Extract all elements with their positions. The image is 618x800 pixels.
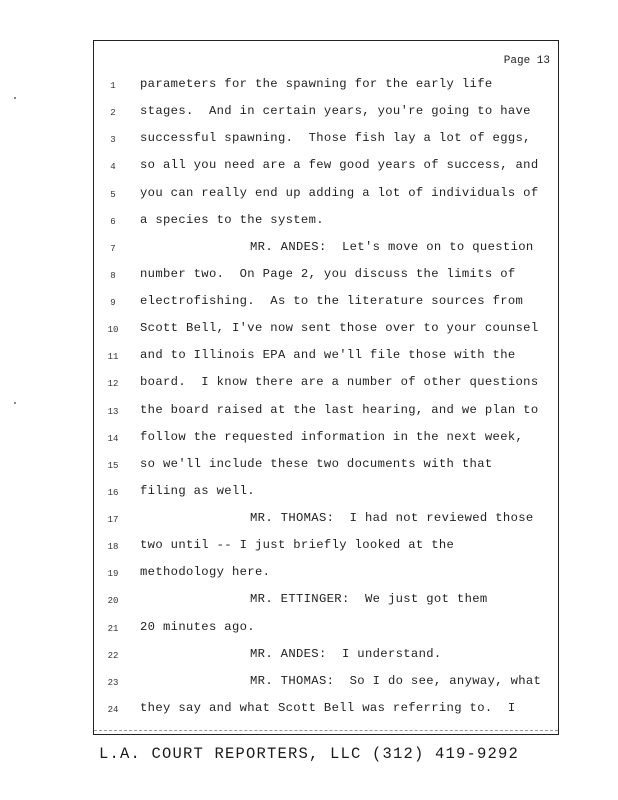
page-number: Page 13	[503, 55, 550, 67]
line-number: 1	[110, 81, 116, 91]
line-text: stages. And in certain years, you're going to have	[140, 104, 531, 119]
transcript-page	[93, 40, 559, 735]
transcript-line	[94, 565, 558, 592]
bottom-divider	[94, 730, 558, 731]
line-number: 12	[107, 379, 119, 390]
line-number: 10	[107, 325, 119, 336]
line-text: MR. THOMAS: So I do see, anyway, what	[250, 673, 542, 688]
transcript-line	[94, 375, 558, 402]
line-number: 18	[107, 542, 119, 553]
line-text: successful spawning. Those fish lay a lot of eggs,	[140, 131, 531, 146]
line-number: 20	[107, 596, 119, 607]
transcript-line	[94, 321, 558, 348]
line-text: MR. ANDES: I understand.	[250, 646, 442, 661]
transcript-line	[94, 158, 558, 185]
transcript-line	[94, 240, 558, 267]
line-number: 3	[110, 135, 116, 146]
line-text: MR. ETTINGER: We just got them	[250, 592, 488, 607]
line-text: the board raised at the last hearing, and we plan to	[140, 402, 539, 417]
line-text: MR. ANDES: Let's move on to question	[250, 239, 534, 254]
line-text: and to Illinois EPA and we'll file those with the	[140, 348, 516, 363]
line-text: methodology here.	[140, 565, 271, 580]
line-number: 17	[107, 515, 119, 526]
line-number: 24	[107, 704, 119, 715]
transcript-line	[94, 348, 558, 375]
transcript-line	[94, 484, 558, 511]
line-number: 16	[107, 487, 119, 498]
transcript-line	[94, 131, 558, 158]
transcript-line	[94, 592, 558, 619]
transcript-line	[94, 294, 558, 321]
line-text: MR. THOMAS: I had not reviewed those	[250, 511, 534, 526]
line-text: electrofishing. As to the literature sources from	[140, 294, 524, 309]
line-number: 7	[110, 243, 116, 254]
line-number: 23	[107, 677, 119, 688]
scan-speck	[14, 402, 16, 404]
transcript-line	[94, 430, 558, 457]
line-text: two until -- I just briefly looked at the	[140, 538, 455, 553]
line-number: 22	[107, 650, 119, 661]
transcript-line	[94, 511, 558, 538]
line-number: 2	[110, 108, 116, 119]
line-text: Scott Bell, I've now sent those over to your counsel	[140, 321, 539, 336]
line-number: 15	[107, 460, 119, 471]
line-text: a species to the system.	[140, 212, 324, 227]
line-number: 6	[110, 216, 116, 227]
transcript-line	[94, 186, 558, 213]
line-text: so all you need are a few good years of success, and	[140, 158, 539, 173]
transcript-line	[94, 674, 558, 701]
line-text: follow the requested information in the next week,	[140, 429, 524, 444]
line-text: filing as well.	[140, 483, 255, 498]
transcript-line	[94, 104, 558, 131]
line-text: they say and what Scott Bell was referring to. I	[140, 700, 516, 715]
line-number: 21	[107, 623, 119, 634]
transcript-line	[94, 457, 558, 484]
transcript-line	[94, 77, 558, 104]
transcript-line	[94, 620, 558, 647]
line-text: parameters for the spawning for the early life	[140, 77, 493, 91]
transcript-line	[94, 647, 558, 674]
line-text: you can really end up adding a lot of individuals of	[140, 185, 539, 200]
line-number: 11	[107, 352, 119, 363]
transcript-line	[94, 403, 558, 430]
line-text: so we'll include these two documents with that	[140, 456, 493, 471]
line-text: 20 minutes ago.	[140, 619, 255, 634]
line-number: 13	[107, 406, 119, 417]
footer-reporter-info: L.A. COURT REPORTERS, LLC (312) 419-9292	[98, 745, 520, 763]
line-text: board. I know there are a number of other questions	[140, 375, 539, 390]
line-number: 14	[107, 433, 119, 444]
transcript-line	[94, 213, 558, 240]
transcript-line	[94, 267, 558, 294]
line-number: 4	[110, 162, 116, 173]
scan-speck	[14, 97, 16, 99]
transcript-line	[94, 538, 558, 565]
line-number: 8	[110, 270, 116, 281]
line-number: 9	[110, 298, 116, 309]
transcript-line	[94, 701, 558, 728]
line-text: number two. On Page 2, you discuss the limits of	[140, 266, 516, 281]
line-number: 5	[110, 189, 116, 200]
line-number: 19	[107, 569, 119, 580]
